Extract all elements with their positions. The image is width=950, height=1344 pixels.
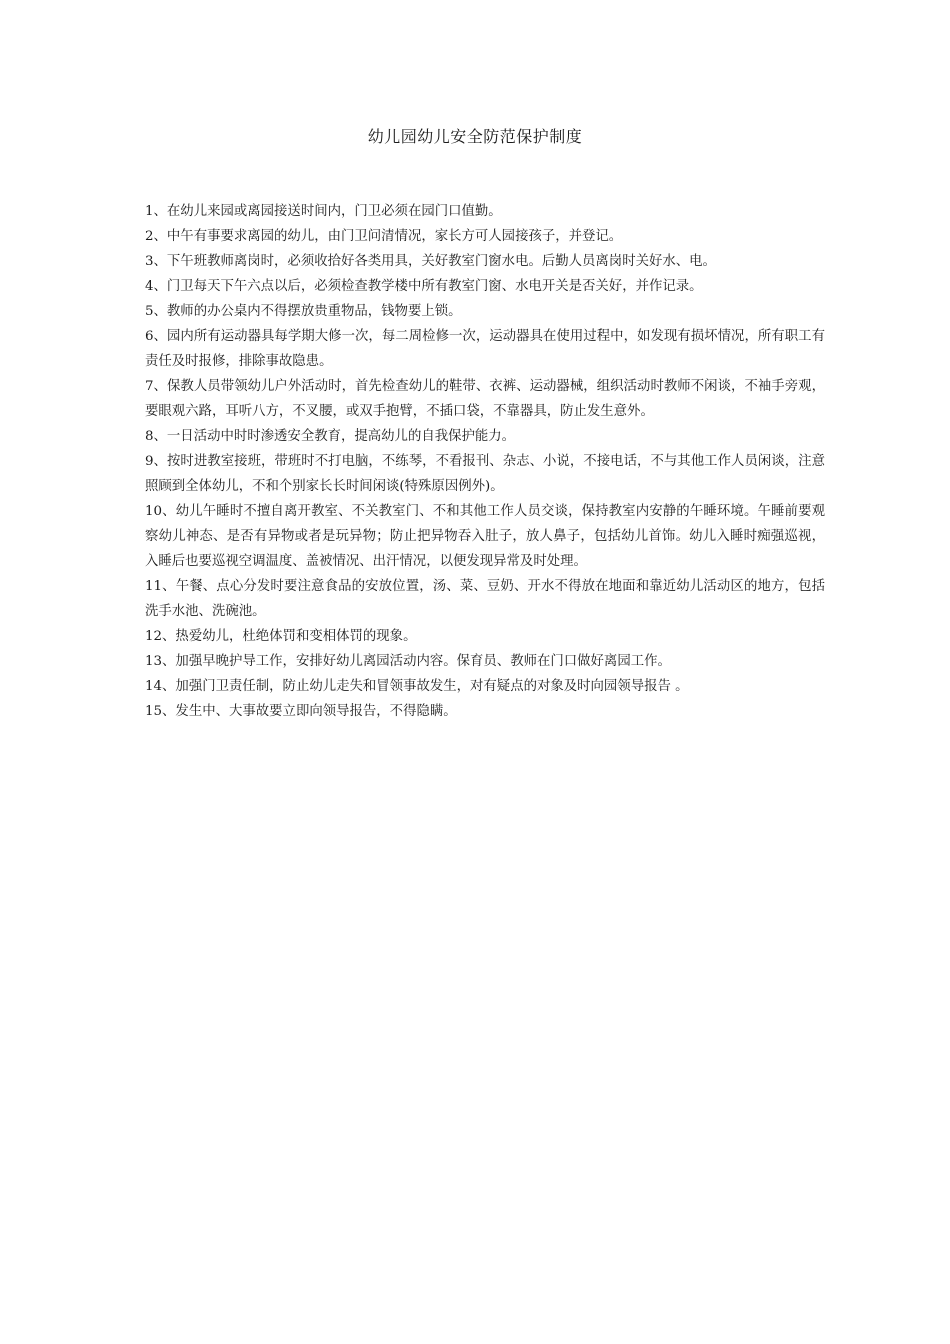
- document-title: 幼儿园幼儿安全防范保护制度: [367, 127, 583, 146]
- rule-item-7: 7、保教人员带领幼儿户外活动时，首先检查幼儿的鞋带、衣裤、运动器械，组织活动时教师不闲谈，不袖手旁观，要眼观六路，耳听八方，不叉腰，或双手抱臂，不插口袋，不靠器具，防止发生意外。: [145, 379, 825, 419]
- rule-item-13: 13、加强早晚护导工作，安排好幼儿离园活动内容。保育员、教师在门口做好离园工作。: [145, 654, 671, 669]
- rule-item-4: 4、门卫每天下午六点以后，必须检查教学楼中所有教室门窗、水电开关是否关好，并作记录。: [145, 279, 703, 294]
- rule-item-14: 14、加强门卫责任制，防止幼儿走失和冒领事故发生，对有疑点的对象及时向园领导报告 。: [145, 679, 689, 694]
- rule-item-8: 8、一日活动中时时渗透安全教育，提高幼儿的自我保护能力。: [145, 429, 516, 444]
- rule-item-15: 15、发生中、大事故要立即向领导报告，不得隐瞒。: [145, 704, 457, 719]
- rule-item-12: 12、热爱幼儿，杜绝体罚和变相体罚的现象。: [145, 629, 417, 644]
- rule-item-1: 1、在幼儿来园或离园接送时间内，门卫必须在园门口值勤。: [145, 204, 502, 219]
- rule-item-6: 6、园内所有运动器具每学期大修一次，每二周检修一次，运动器具在使用过程中，如发现有损坏情况，所有职工有责任及时报修，排除事故隐患。: [145, 329, 825, 369]
- rule-item-11: 11、午餐、点心分发时要注意食品的安放位置，汤、菜、豆奶、开水不得放在地面和靠近幼儿活动区的地方，包括洗手水池、洗碗池。: [145, 579, 825, 619]
- rule-item-3: 3、下午班教师离岗时，必须收拾好各类用具，关好教室门窗水电。后勤人员离岗时关好水、电。: [145, 254, 716, 269]
- rule-item-9: 9、按时进教室接班，带班时不打电脑，不练琴，不看报刊、杂志、小说，不接电话，不与其他工作人员闲谈，注意照顾到全体幼儿，不和个别家长长时间闲谈(特殊原因例外)。: [145, 454, 825, 494]
- rule-item-2: 2、中午有事要求离园的幼儿，由门卫问清情况，家长方可人园接孩子，并登记。: [145, 229, 623, 244]
- rule-item-5: 5、教师的办公桌内不得摆放贵重物品，钱物要上锁。: [145, 304, 462, 319]
- rule-item-10: 10、幼儿午睡时不擅自离开教室、不关教室门、不和其他工作人员交谈，保持教室内安静的午睡环境。午睡前要观察幼儿神态、是否有异物或者是玩异物；防止把异物吞入肚子，放人鼻子，包括幼儿首饰。幼儿入睡时痴强巡视，入睡后也要巡视空调温度、盖被情况、出汗情况，以便发现异常及时处理。: [145, 504, 825, 569]
- document-body: [145, 199, 825, 724]
